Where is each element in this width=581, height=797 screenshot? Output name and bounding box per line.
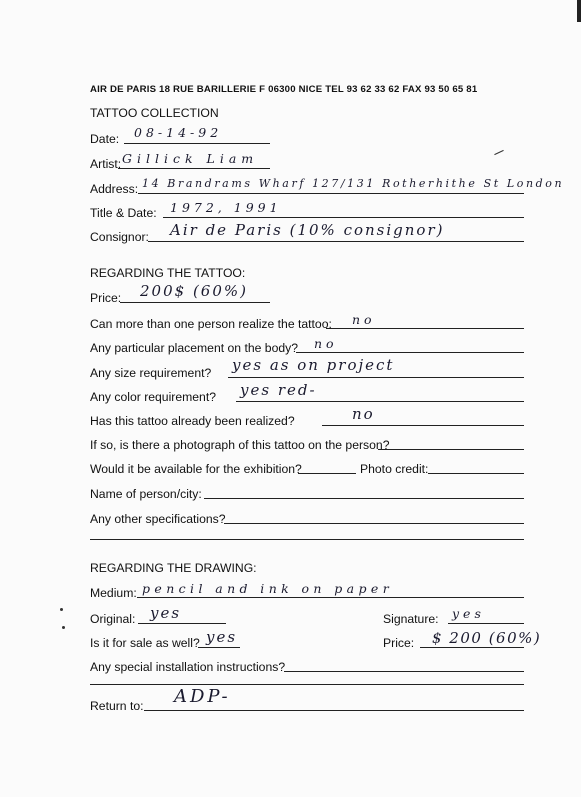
date-line [124,143,270,144]
photograph-label: If so, is there a photograph of this tattoo on the person? [90,438,390,452]
original-value[interactable]: yes [150,604,182,622]
signature-label: Signature: [383,612,439,626]
address-label: Address: [90,182,139,196]
address-line [138,193,524,194]
title-date-label: Title & Date: [90,206,157,220]
consignor-value[interactable]: Air de Paris (10% consignor) [170,221,445,239]
installation-line [284,671,524,672]
tattoo-price-line [120,302,270,303]
size-line [228,377,524,378]
original-label: Original: [90,612,136,626]
placement-label: Any particular placement on the body? [90,341,298,355]
other-specs-line-2 [90,539,524,540]
letterhead: AIR DE PARIS 18 RUE BARILLERIE F 06300 NICE TEL 93 62 33 62 FAX 93 50 65 81 [90,84,478,95]
signature-line [448,623,524,624]
more-than-one-line [326,328,524,329]
photograph-line [378,449,524,450]
photo-credit-label: Photo credit: [360,462,429,476]
color-label: Any color requirement? [90,390,216,404]
consignor-line [148,241,524,242]
address-value[interactable]: 14 Brandrams Wharf 127/131 Rotherhithe St London [142,177,565,190]
color-value[interactable]: yes red- [240,381,317,399]
installation-line-2 [90,684,524,685]
other-specs-line [224,523,524,524]
for-sale-label: Is it for sale as well? [90,636,200,650]
installation-label: Any special installation instructions? [90,660,286,674]
drawing-price-label: Price: [383,636,415,650]
scan-speck [60,608,63,611]
size-value[interactable]: yes as on project [232,356,395,374]
for-sale-line [198,647,240,648]
title-date-value[interactable]: 1972, 1991 [170,200,282,215]
medium-value[interactable]: pencil and ink on paper [142,581,394,596]
person-city-line [204,498,524,499]
scan-edge [577,0,581,22]
scan-speck [62,626,65,629]
tattoo-heading: REGARDING THE TATTOO: [90,266,246,280]
placement-value[interactable]: no [314,336,338,351]
more-than-one-label: Can more than one person realize the tattoo: [90,317,332,331]
artist-line [118,168,270,169]
medium-label: Medium: [90,586,137,600]
person-city-label: Name of person/city: [90,487,202,501]
title-date-line [163,217,524,218]
return-to-value[interactable]: ADP- [174,686,231,707]
for-sale-value[interactable]: yes [206,628,238,646]
return-to-label: Return to: [90,699,144,713]
date-value[interactable]: 08-14-92 [134,125,223,140]
realized-label: Has this tattoo already been realized? [90,414,295,428]
medium-line [137,597,524,598]
artist-label: Artist: [90,157,122,171]
drawing-heading: REGARDING THE DRAWING: [90,561,257,575]
photo-credit-line [428,473,524,474]
pen-mark [494,150,503,155]
date-label: Date: [90,132,120,146]
tattoo-price-label: Price: [90,291,122,305]
form-title: TATTOO COLLECTION [90,106,219,120]
exhibition-line [298,473,356,474]
drawing-price-value[interactable]: $ 200 (60%) [432,629,542,647]
size-label: Any size requirement? [90,366,212,380]
exhibition-label: Would it be available for the exhibition? [90,462,302,476]
tattoo-price-value[interactable]: 200$ (60%) [140,282,248,300]
original-line [138,623,226,624]
realized-value[interactable]: no [352,405,375,423]
return-to-line [144,710,524,711]
signature-value[interactable]: yes [452,606,485,621]
consignor-label: Consignor: [90,230,149,244]
other-specs-label: Any other specifications? [90,512,226,526]
realized-line [322,425,524,426]
placement-line [296,352,524,353]
more-than-one-value[interactable]: no [352,312,376,327]
color-line [236,401,524,402]
artist-value[interactable]: Gillick Liam [122,151,259,166]
drawing-price-line [420,647,524,648]
